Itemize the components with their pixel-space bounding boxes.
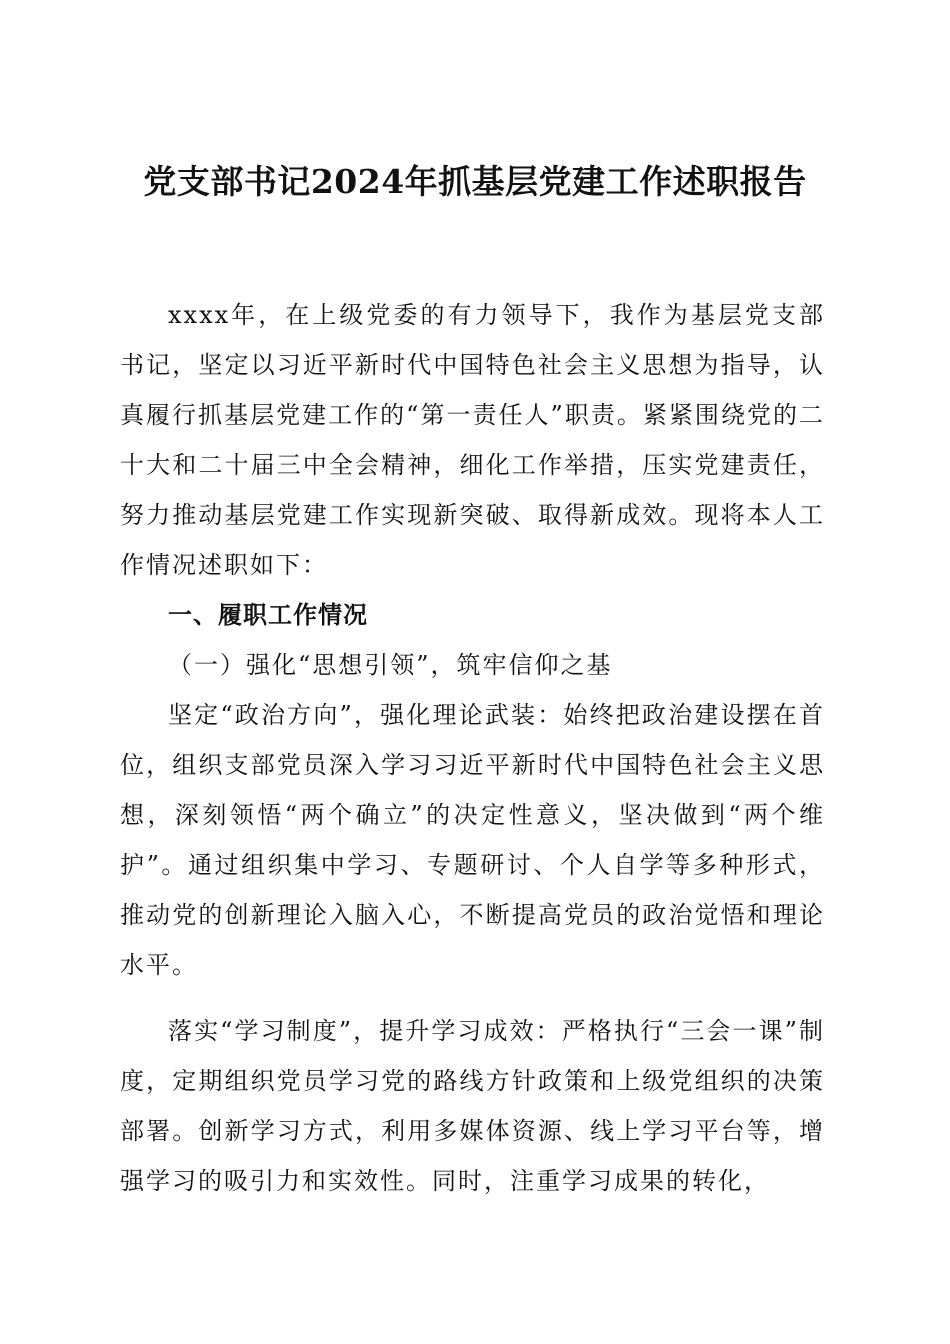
document-body — [120, 290, 825, 1206]
body-paragraph-1: 坚定“政治方向”，强化理论武装：始终把政治建设摆在首位，组织支部党员深入学习习近平新时代中国特色社会主义思想，深刻领悟“两个确立”的决定性意义，坚决做到“两个维护”。通过组织集中学习、专题研讨、个人自学等多种形式，推动党的创新理论入脑入心，不断提高党员的政治觉悟和理论水平。 — [120, 701, 825, 979]
subsection-heading: （一）强化“思想引领”，筑牢信仰之基 — [168, 651, 613, 679]
intro-paragraph: xxxx年，在上级党委的有力领导下，我作为基层党支部书记，坚定以习近平新时代中国特色社会主义思想为指导，认真履行抓基层党建工作的“第一责任人”职责。紧紧围绕党的二十大和二十届三中全会精神，细化工作举措，压实党建责任，努力推动基层党建工作实现新突破、取得新成效。现将本人工作情况述职如下： — [120, 301, 825, 579]
body-paragraph-2: 落实“学习制度”，提升学习成效：严格执行“三会一课”制度，定期组织党员学习党的路线方针政策和上级党组织的决策部署。创新学习方式，利用多媒体资源、线上学习平台等，增强学习的吸引力和实效性。同时，注重学习成果的转化， — [120, 1017, 825, 1195]
section-heading: 一、履职工作情况 — [168, 601, 368, 629]
document-title: 党支部书记2024年抓基层党建工作述职报告 — [143, 162, 807, 201]
